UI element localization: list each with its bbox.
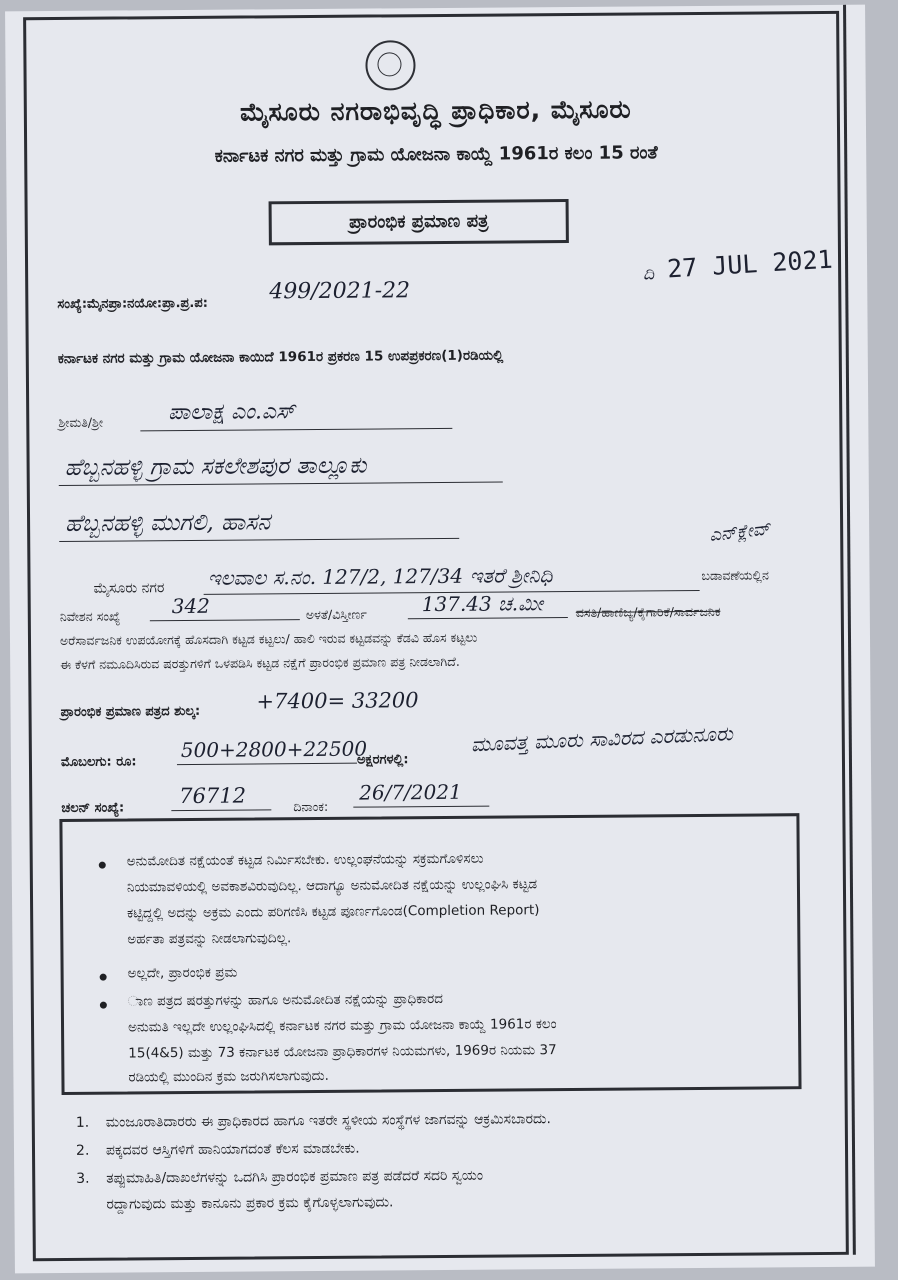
bullet-icon: [100, 974, 107, 981]
conditions-box: [59, 813, 801, 1095]
bullet-icon: [100, 1002, 107, 1009]
challan-date-label: ದಿನಾಂಕ:: [293, 798, 329, 815]
amount-in-words: ಮೂವತ್ತ ಮೂರು ಸಾವಿರದ ಎರಡುನೂರು: [470, 721, 734, 757]
condition-1-line2: ನಿಯಮಾವಳಿಯಲ್ಲಿ ಅವಕಾಶವಿರುವುದಿಲ್ಲ. ಆದಾಗ್ಯೂ ಅನುಮೋದಿತ ನಕ್ಷೆಯನ್ನು ಉಲ್ಲಂಘಿಸಿ ಕಟ್ಟಡ: [126, 876, 538, 896]
area-label: ಅಳತೆ/ವಿಸ್ತೀರ್ಣ: [305, 606, 367, 623]
amount-value: 500+2800+22500: [180, 736, 368, 763]
site-number-label: ನಿವೇಶನ ಸಂಖ್ಯೆ: [59, 608, 121, 624]
reference-number-value: 499/2021-22: [269, 278, 411, 305]
note-3-number: 3.: [76, 1170, 90, 1187]
layout-suffix: ಬಡಾವಣೆಯಲ್ಲಿನ: [701, 567, 769, 583]
site-number-value: 342: [171, 593, 211, 619]
certificate-title: ಪ್ರಾರಂಭಿಕ ಪ್ರಮಾಣ ಪತ್ರ: [269, 199, 569, 245]
property-line4: ಈ ಕೆಳಗೆ ನಮೂದಿಸಿರುವ ಷರತ್ತುಗಳಿಗೆ ಒಳಪಡಿಸಿ ಕಟ್ಟಡ ನಕ್ಷೆಗೆ ಪ್ರಾರಂಭಿಕ ಪ್ರಮಾಣ ಪತ್ರ ನೀಡಲಾಗಿದೆ.: [60, 653, 460, 672]
layout-name: ಇಲವಾಲ ಸ.ನಂ. 127/2, 127/34 ಇತರೆ ಶ್ರೀನಿಧಿ: [207, 563, 553, 590]
reference-number-label: ಸಂಖ್ಯೆ:ಮೈನಪ್ರಾ:ನಯೋ:ಪ್ರಾ.ಪ್ರ.ಪ:: [57, 295, 208, 312]
issue-date-stamp: 27 JUL 2021: [666, 244, 834, 284]
note-1-number: 1.: [75, 1114, 90, 1131]
applicant-name: ಪಾಲಾಕ್ಷ ಎಂ.ಎಸ್: [168, 399, 295, 426]
note-1-text: ಮಂಜೂರಾತಿದಾರರು ಈ ಪ್ರಾಧಿಕಾರದ ಹಾಗೂ ಇತರೇ ಸ್ಥಳೀಯ ಸಂಸ್ಥೆಗಳ ಜಾಗವನ್ನು ಆಕ್ರಮಿಸಬಾರದು.: [105, 1111, 551, 1131]
fee-value: +7400= 33200: [256, 688, 419, 714]
area-value: 137.43 ಚ.ಮೀ: [421, 591, 544, 617]
words-label: ಅಕ್ಷರಗಳಲ್ಲಿ:: [356, 752, 409, 768]
date-prefix: ದಿ: [643, 264, 655, 285]
act-subtitle: ಕರ್ನಾಟಕ ನಗರ ಮತ್ತು ಗ್ರಾಮ ಯೋಜನಾ ಕಾಯ್ದೆ 1961ರ ಕಲಂ 15 ರಂತೆ: [214, 142, 658, 167]
applicant-address-line2: ಹೆಬ್ಬನಹಳ್ಳಿ ಮುಗಲಿ, ಹಾಸನ: [64, 509, 271, 537]
bullet-icon: [99, 862, 106, 869]
document-page: [5, 5, 875, 1274]
property-line3: ಅರೆಸಾರ್ವಜನಿಕ ಉಪಯೋಗಕ್ಕೆ ಹೊಸದಾಗಿ ಕಟ್ಟಡ ಕಟ್ಟಲು/ ಹಾಲಿ ಇರುವ ಕಟ್ಟಡವನ್ನು ಕೆಡವಿ ಹೊಸ ಕಟ್ಟಲು: [59, 629, 478, 648]
condition-3-line3: 15(4&5) ಮತ್ತು 73 ಕರ್ನಾಟಕ ಯೋಜನಾ ಪ್ರಾಧಿಕಾರಗಳ ನಿಯಮಗಳು, 1969ರ ನಿಯಮ 37: [128, 1042, 557, 1062]
layout-extra: ಎನ್‌ಕ್ಲೇವ್: [708, 518, 772, 546]
amount-label: ಮೊಬಲಗು: ರೂ:: [60, 754, 137, 770]
intro-text: ಕರ್ನಾಟಕ ನಗರ ಮತ್ತು ಗ್ರಾಮ ಯೋಜನಾ ಕಾಯಿದೆ 1961ರ ಪ್ರಕರಣ 15 ಉಪಪ್ರಕರಣ(1)ರಡಿಯಲ್ಲಿ: [57, 347, 504, 367]
condition-1-line1: ಅನುಮೋದಿತ ನಕ್ಷೆಯಂತೆ ಕಟ್ಟಡ ನಿರ್ಮಿಸಬೇಕು. ಉಲ್ಲಂಘನೆಯನ್ನು ಸಕ್ರಮಗೊಳಿಸಲು: [126, 850, 484, 870]
emblem-seal-icon: [365, 40, 415, 90]
note-3-text: ತಪ್ಪುಮಾಹಿತಿ/ದಾಖಲೆಗಳನ್ನು ಒದಗಿಸಿ ಪ್ರಾರಂಭಿಕ ಪ್ರಮಾಣ ಪತ್ರ ಪಡೆದರೆ ಸದರಿ ಸ್ವಯಂ: [106, 1167, 484, 1187]
fee-label: ಪ್ರಾರಂಭಿಕ ಪ್ರಮಾಣ ಪತ್ರದ ಶುಲ್ಕ:: [60, 703, 201, 720]
authority-title: ಮೈಸೂರು ನಗರಾಭಿವೃದ್ಧಿ ಪ್ರಾಧಿಕಾರ, ಮೈಸೂರು: [239, 94, 632, 127]
challan-date: 26/7/2021: [359, 779, 462, 805]
condition-1-line4: ಅರ್ಹತಾ ಪತ್ರವನ್ನು ನೀಡಲಾಗುವುದಿಲ್ಲ.: [127, 930, 292, 948]
usage-text: ವಸತಿ/ಹಾಣಿಜ್ಯ/ಕೈಗಾರಿಕೆ/ಸಾರ್ವಜನಿಕ: [575, 603, 721, 620]
condition-1-line3: ಕಟ್ಟಿದ್ದಲ್ಲಿ ಅದನ್ನು ಅಕ್ರಮ ಎಂದು ಪರಿಗಣಿಸಿ ಕಟ್ಟಡ ಪೂರ್ಣಗೊಂಡ(Completion Report): [127, 902, 540, 922]
challan-number: 76712: [179, 783, 247, 809]
condition-3-line1: ಾಣ ಪತ್ರದ ಷರತ್ತುಗಳನ್ನು ಹಾಗೂ ಅನುಮೋದಿತ ನಕ್ಷೆಯನ್ನು ಪ್ರಾಧಿಕಾರದ: [127, 990, 443, 1010]
applicant-label: ಶ್ರೀಮತಿ/ಶ್ರೀ: [58, 414, 104, 430]
note-2-number: 2.: [75, 1142, 90, 1159]
note-2-text: ಪಕ್ಕದವರ ಆಸ್ತಿಗಳಿಗೆ ಹಾನಿಯಾಗದಂತೆ ಕೆಲಸ ಮಾಡಬೇಕು.: [105, 1140, 360, 1159]
condition-2-line1: ಅಲ್ಲದೇ, ಪ್ರಾರಂಭಿಕ ಪ್ರಮ: [127, 964, 238, 982]
condition-3-line2: ಅನುಮತಿ ಇಲ್ಲದೇ ಉಲ್ಲಂಘಿಸಿದಲ್ಲಿ ಕರ್ನಾಟಕ ನಗರ ಮತ್ತು ಗ್ರಾಮ ಯೋಜನಾ ಕಾಯ್ದೆ 1961ರ ಕಲಂ: [127, 1016, 557, 1036]
applicant-address-line1: ಹೆಬ್ಬನಹಳ್ಳಿ ಗ್ರಾಮ ಸಕಲೇಶಪುರ ತಾಲ್ಲೂಕು: [64, 452, 367, 481]
note-3-text-continued: ರದ್ದಾಗುವುದು ಮತ್ತು ಕಾನೂನು ಪ್ರಕಾರ ಕ್ರಮ ಕೈಗೊಳ್ಳಲಾಗುವುದು.: [106, 1194, 394, 1213]
city-prefix: ಮೈಸೂರು ನಗರ: [93, 580, 165, 597]
challan-label: ಚಲನ್ ಸಂಖ್ಯೆ:: [61, 800, 125, 816]
condition-3-line4: ರಡಿಯಲ್ಲಿ ಮುಂದಿನ ಕ್ರಮ ಜರುಗಿಸಲಾಗುವುದು.: [128, 1067, 329, 1086]
